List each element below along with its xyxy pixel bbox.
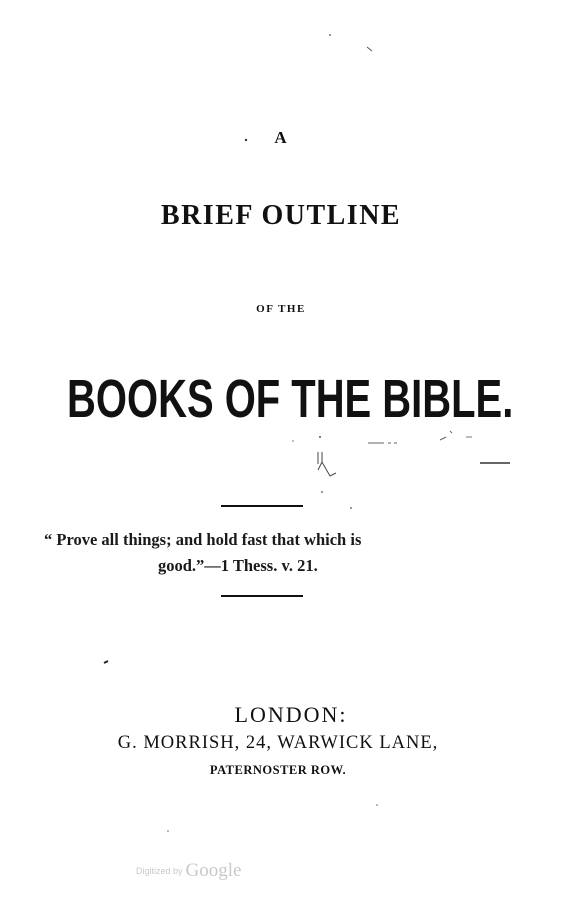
divider-rule-bottom <box>221 595 303 597</box>
divider-rule-top <box>221 505 303 507</box>
watermark-brand: Google <box>185 860 242 881</box>
title-line-1: BRIEF OUTLINE <box>160 200 402 231</box>
title-article: A <box>274 128 288 147</box>
imprint-publisher: G. MORRISH, 24, WARWICK LANE, <box>117 733 439 753</box>
digitized-watermark <box>136 860 241 882</box>
epigraph-line-2: good.”—1 Thess. v. 21. <box>158 556 318 575</box>
title-line-2: BOOKS OF THE BIBLE. <box>67 369 514 429</box>
title-connector: OF THE <box>256 303 306 315</box>
imprint-street: PATERNOSTER ROW. <box>209 763 347 777</box>
epigraph <box>44 527 484 579</box>
epigraph-line-1: “ Prove all things; and hold fast that which is <box>44 530 362 549</box>
watermark-prefix: Digitized by <box>136 866 183 876</box>
imprint-city: LONDON: <box>234 702 348 727</box>
